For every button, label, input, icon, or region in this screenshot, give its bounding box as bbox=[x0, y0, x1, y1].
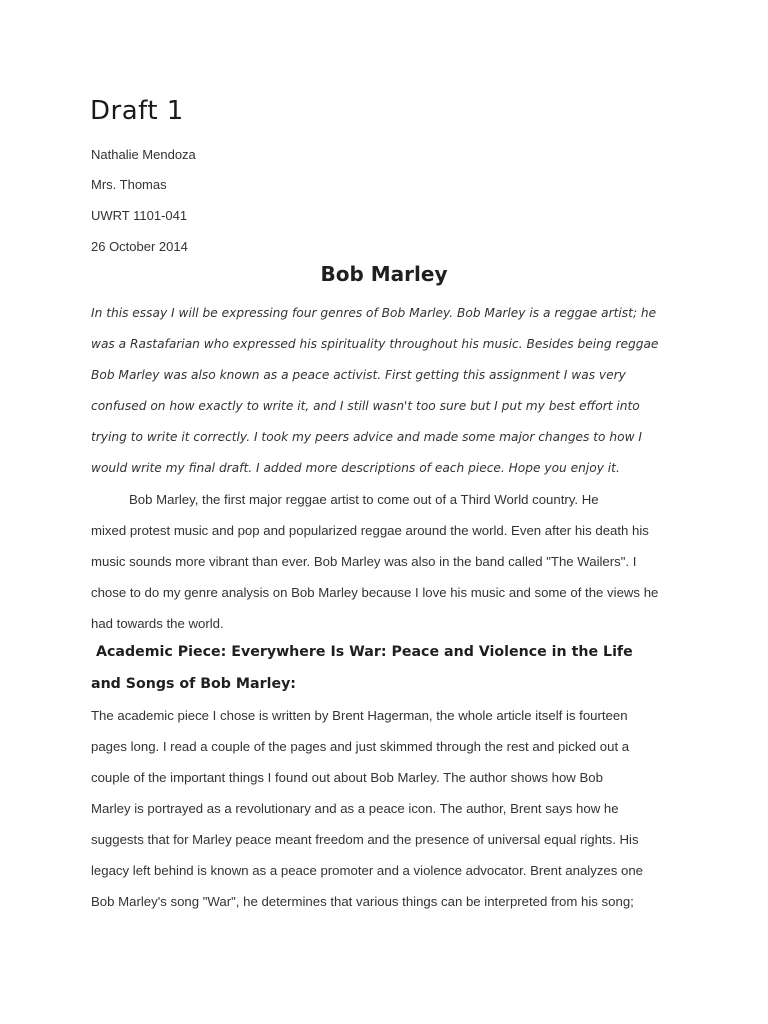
instructor-name: Mrs. Thomas bbox=[91, 177, 167, 192]
paragraph-line: mixed protest music and pop and popularized reggae around the world. Even after his death his bbox=[91, 523, 649, 538]
body-paragraph-1 bbox=[91, 484, 691, 639]
intro-line: would write my final draft. I added more descriptions of each piece. Hope you enjoy it. bbox=[91, 461, 620, 475]
intro-line: trying to write it correctly. I took my peers advice and made some major changes to how I bbox=[91, 430, 643, 444]
paragraph-line: couple of the important things I found out about Bob Marley. The author shows how Bob bbox=[91, 770, 603, 785]
section-heading-line: and Songs of Bob Marley: bbox=[91, 676, 296, 692]
author-name: Nathalie Mendoza bbox=[91, 147, 196, 162]
intro-line: Bob Marley was also known as a peace activist. First getting this assignment I was very bbox=[91, 368, 626, 382]
paragraph-line: had towards the world. bbox=[91, 616, 224, 631]
paragraph-line: suggests that for Marley peace meant freedom and the presence of universal equal rights. His bbox=[91, 832, 639, 847]
intro-paragraph bbox=[91, 298, 691, 484]
paragraph-line: chose to do my genre analysis on Bob Marley because I love his music and some of the views he bbox=[91, 585, 659, 600]
course-code: UWRT 1101-041 bbox=[91, 208, 188, 223]
paragraph-line: The academic piece I chose is written by Brent Hagerman, the whole article itself is fourteen bbox=[91, 708, 628, 723]
body-paragraph-2 bbox=[91, 700, 691, 917]
section-heading-line: Academic Piece: Everywhere Is War: Peace and Violence in the Life bbox=[96, 644, 633, 660]
paragraph-line: music sounds more vibrant than ever. Bob Marley was also in the band called "The Wailers". I bbox=[91, 554, 637, 569]
intro-line: In this essay I will be expressing four genres of Bob Marley. Bob Marley is a reggae artist; he bbox=[91, 306, 657, 320]
intro-line: confused on how exactly to write it, and I still wasn't too sure but I put my best effort into bbox=[91, 399, 640, 413]
paragraph-line: pages long. I read a couple of the pages and just skimmed through the rest and picked out a bbox=[91, 739, 630, 754]
section-heading bbox=[91, 636, 691, 700]
paragraph-line: legacy left behind is known as a peace promoter and a violence advocator. Brent analyzes one bbox=[91, 863, 644, 878]
paragraph-line: Bob Marley's song "War", he determines that various things can be interpreted from his song; bbox=[91, 894, 634, 909]
paragraph-line: Marley is portrayed as a revolutionary and as a peace icon. The author, Brent says how he bbox=[91, 801, 619, 816]
intro-line: was a Rastafarian who expressed his spirituality throughout his music. Besides being reggae bbox=[91, 337, 659, 351]
paragraph-line: Bob Marley, the first major reggae artist to come out of a Third World country. He bbox=[129, 492, 599, 507]
essay-title: Bob Marley bbox=[320, 262, 448, 286]
essay-date: 26 October 2014 bbox=[91, 239, 188, 254]
draft-title: Draft 1 bbox=[90, 96, 184, 126]
